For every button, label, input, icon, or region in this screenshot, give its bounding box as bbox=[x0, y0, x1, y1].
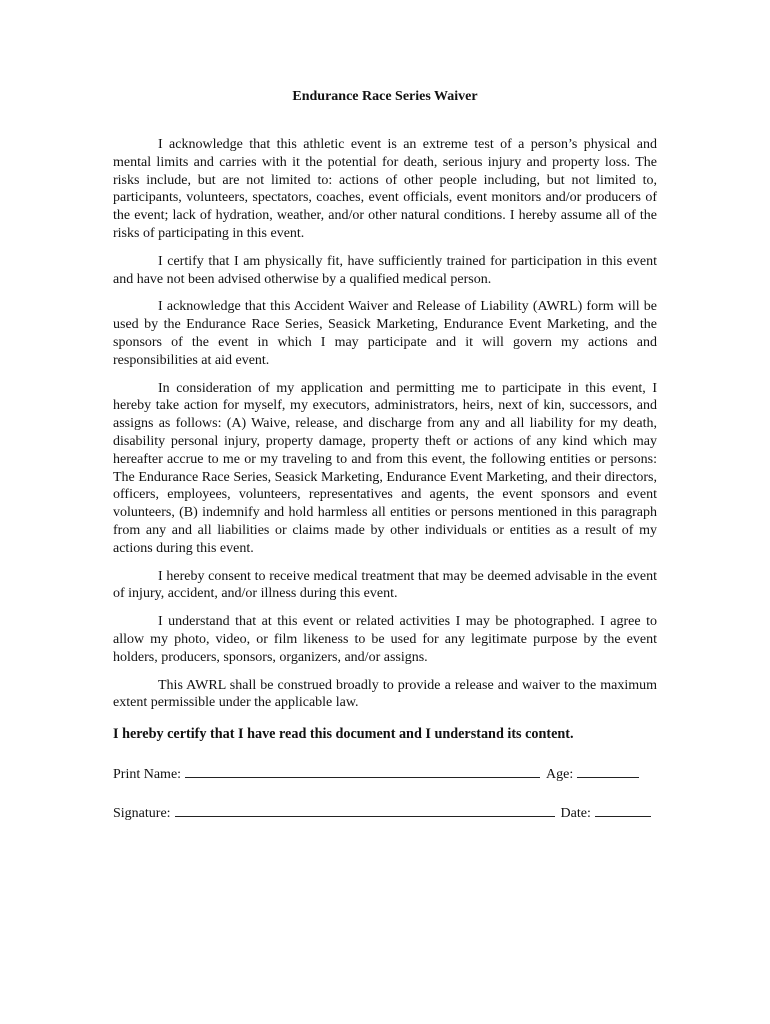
signature-label: Signature: bbox=[113, 805, 171, 821]
print-name-row bbox=[113, 764, 657, 784]
signature-row bbox=[113, 803, 657, 823]
paragraph-awrl-acknowledgment: I acknowledge that this Accident Waiver and Release of Liability (AWRL) form will be used by the Endurance Race Series, Seasick Marketing, Endurance Event Marketing, and the sponsors of the event in which I may participate and it will govern my actions and responsibilities at aid event. bbox=[113, 299, 657, 368]
paragraph-construal: This AWRL shall be construed broadly to provide a release and waiver to the maximum extent permissible under the applicable law. bbox=[113, 677, 657, 711]
date-label: Date: bbox=[560, 805, 591, 821]
print-name-field[interactable] bbox=[185, 764, 540, 778]
paragraph-fitness-certification: I certify that I am physically fit, have sufficiently trained for participation in this event and have not been advised otherwise by a qualified medical person. bbox=[113, 253, 657, 287]
date-field[interactable] bbox=[595, 803, 651, 817]
paragraph-medical-consent: I hereby consent to receive medical treatment that may be deemed advisable in the event of injury, accident, and/or illness during this event. bbox=[113, 568, 657, 602]
document-body bbox=[113, 88, 657, 823]
age-field[interactable] bbox=[577, 764, 639, 778]
paragraph-risk-acknowledgment: I acknowledge that this athletic event is an extreme test of a person’s physical and mental limits and carries with it the potential for death, serious injury and property loss. The risks include, but are not limited to: actions of other people including, but not limited to, participants, volunteers, spectators, coaches, event officials, event monitors and/or producers of the event; lack of hydration, weather, and/or other natural conditions. I hereby assume all of the risks of participating in this event. bbox=[113, 137, 657, 241]
certification-statement: I hereby certify that I have read this document and I understand its content. bbox=[113, 726, 574, 743]
signature-field[interactable] bbox=[175, 803, 555, 817]
print-name-label: Print Name: bbox=[113, 766, 182, 782]
document-title: Endurance Race Series Waiver bbox=[292, 89, 478, 104]
paragraph-photo-release: I understand that at this event or related activities I may be photographed. I agree to allow my photo, video, or film likeness to be used for any legitimate purpose by the event holders, producers, sponsors, organizers, and/or assigns. bbox=[113, 614, 657, 665]
age-label: Age: bbox=[546, 766, 574, 782]
paragraph-release-waiver: In consideration of my application and permitting me to participate in this event, I hereby take action for myself, my executors, administrators, heirs, next of kin, successors, and assigns as follows: (A) Waive, release, and discharge from any and all liability for my death, disability personal injury, property damage, property theft or actions of any kind which may hereafter accrue to me or my traveling to and from this event, the following entities or persons: The Endurance Race Series, Seasick Marketing, Endurance Event Marketing, and their directors, officers, employees, volunteers, representatives and agents, the event sponsors and event volunteers, (B) indemnify and hold harmless all entities or persons mentioned in this paragraph from any and all liabilities or claims made by other individuals or entities as a result of my actions during this event. bbox=[113, 380, 657, 556]
